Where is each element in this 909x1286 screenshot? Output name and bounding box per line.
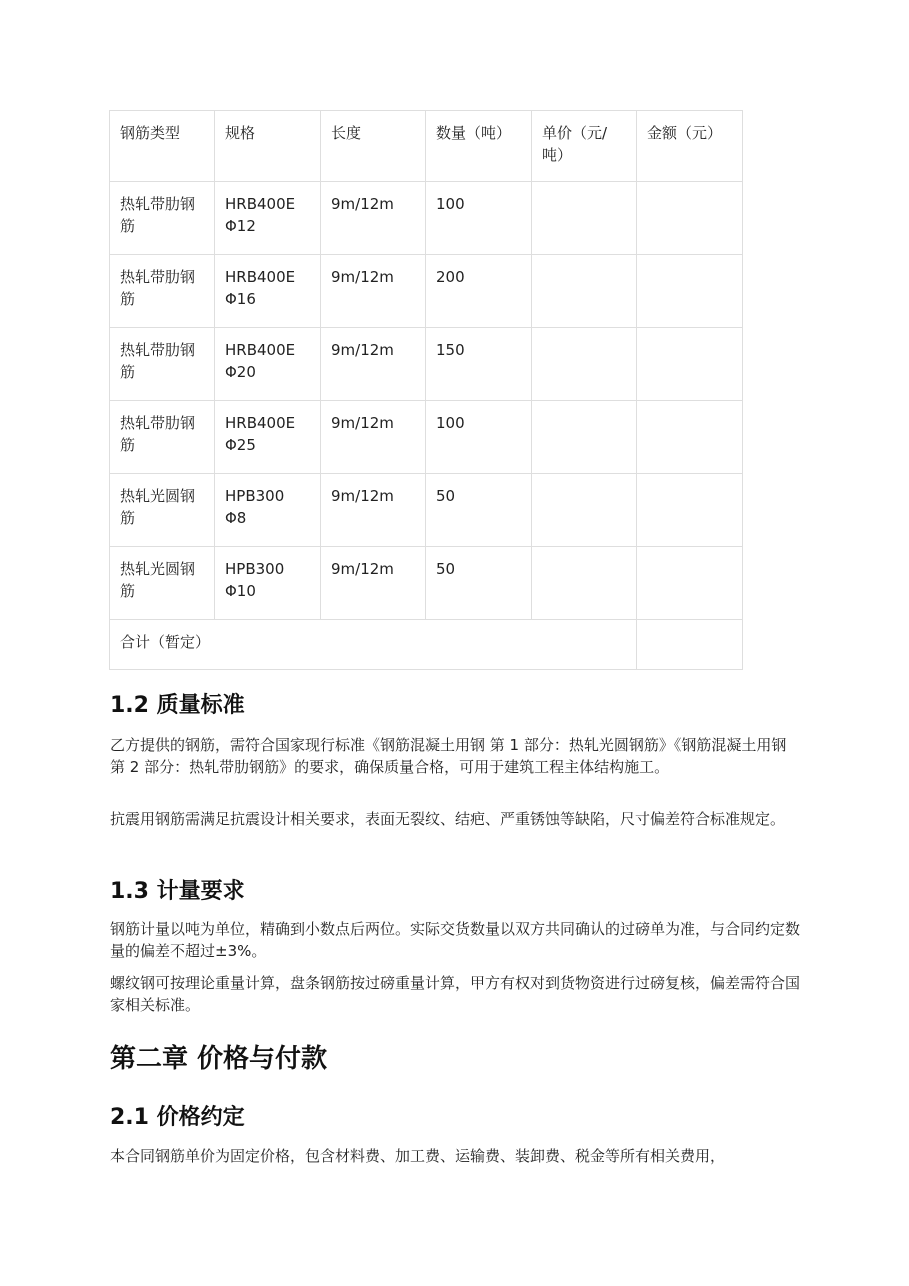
cell-quantity: 50: [426, 474, 532, 547]
header-cell-unit-price: 单价（元/吨）: [532, 111, 637, 182]
section-heading-price-agreement: 2.1 价格约定: [110, 1105, 245, 1130]
spec-diameter: Φ8: [225, 509, 247, 527]
table-row: [110, 401, 743, 474]
table-row: [110, 328, 743, 401]
cell-length: 9m/12m: [321, 401, 426, 474]
spec-grade: HRB400E: [225, 414, 296, 432]
cell-unit-price: [532, 328, 637, 401]
table-row: [110, 255, 743, 328]
cell-type: 热轧带肋钢筋: [110, 328, 215, 401]
cell-length: 9m/12m: [321, 255, 426, 328]
table-header-row: [110, 111, 743, 182]
cell-quantity: 100: [426, 401, 532, 474]
spec-grade: HPB300: [225, 487, 285, 505]
steel-price-table: [109, 110, 743, 670]
paragraph-quality-standards: 乙方提供的钢筋，需符合国家现行标准《钢筋混凝土用钢 第 1 部分：热轧光圆钢筋》《钢筋混凝土用钢 第 2 部分：热轧带肋钢筋》的要求，确保质量合格，可用于建筑工程主体结构施工。: [110, 736, 787, 776]
cell-quantity: 100: [426, 182, 532, 255]
cell-quantity: 200: [426, 255, 532, 328]
spec-grade: HRB400E: [225, 268, 296, 286]
cell-quantity: 50: [426, 547, 532, 620]
cell-length: 9m/12m: [321, 474, 426, 547]
paragraph-seismic-requirements: 抗震用钢筋需满足抗震设计相关要求，表面无裂纹、结疤、严重锈蚀等缺陷，尺寸偏差符合标准规定。: [110, 810, 786, 828]
spec-diameter: Φ12: [225, 217, 256, 235]
cell-length: 9m/12m: [321, 328, 426, 401]
table-row: [110, 474, 743, 547]
section-heading-measurement: 1.3 计量要求: [110, 879, 245, 904]
cell-amount: [637, 401, 743, 474]
cell-length: 9m/12m: [321, 547, 426, 620]
table-row: [110, 182, 743, 255]
spec-diameter: Φ16: [225, 290, 256, 308]
section-heading-quality: 1.2 质量标准: [110, 693, 245, 718]
paragraph-price-agreement: 本合同钢筋单价为固定价格，包含材料费、加工费、运输费、装卸费、税金等所有相关费用，: [110, 1147, 726, 1165]
cell-type: 热轧带肋钢筋: [110, 401, 215, 474]
cell-amount: [637, 474, 743, 547]
cell-spec: [215, 401, 321, 474]
spec-grade: HRB400E: [225, 341, 296, 359]
cell-amount: [637, 547, 743, 620]
cell-spec: [215, 182, 321, 255]
header-cell-length: 长度: [321, 111, 426, 182]
header-cell-quantity: 数量（吨）: [426, 111, 532, 182]
cell-unit-price: [532, 182, 637, 255]
cell-quantity: 150: [426, 328, 532, 401]
cell-spec: [215, 474, 321, 547]
header-cell-spec: 规格: [215, 111, 321, 182]
cell-spec: [215, 255, 321, 328]
cell-spec: [215, 328, 321, 401]
header-cell-amount: 金额（元）: [637, 111, 743, 182]
spec-diameter: Φ10: [225, 582, 256, 600]
table-total-row: [110, 620, 743, 670]
cell-type: 热轧带肋钢筋: [110, 182, 215, 255]
table-row: [110, 547, 743, 620]
cell-unit-price: [532, 401, 637, 474]
cell-type: 热轧光圆钢筋: [110, 474, 215, 547]
total-amount-cell: [637, 620, 743, 670]
cell-type: 热轧带肋钢筋: [110, 255, 215, 328]
cell-unit-price: [532, 255, 637, 328]
cell-amount: [637, 255, 743, 328]
spec-grade: HPB300: [225, 560, 285, 578]
spec-grade: HRB400E: [225, 195, 296, 213]
cell-unit-price: [532, 547, 637, 620]
chapter-heading-price-payment: 第二章 价格与付款: [110, 1044, 328, 1074]
cell-spec: [215, 547, 321, 620]
total-label-cell: 合计（暂定）: [110, 620, 637, 670]
spec-diameter: Φ20: [225, 363, 256, 381]
paragraph-measurement-unit: 钢筋计量以吨为单位，精确到小数点后两位。实际交货数量以双方共同确认的过磅单为准，与合同约定数量的偏差不超过±3%。: [110, 920, 801, 960]
spec-diameter: Φ25: [225, 436, 256, 454]
cell-unit-price: [532, 474, 637, 547]
header-cell-type: 钢筋类型: [110, 111, 215, 182]
cell-type: 热轧光圆钢筋: [110, 547, 215, 620]
cell-length: 9m/12m: [321, 182, 426, 255]
cell-amount: [637, 328, 743, 401]
paragraph-weight-calculation: 螺纹钢可按理论重量计算，盘条钢筋按过磅重量计算，甲方有权对到货物资进行过磅复核，偏差需符合国家相关标准。: [110, 974, 801, 1014]
cell-amount: [637, 182, 743, 255]
